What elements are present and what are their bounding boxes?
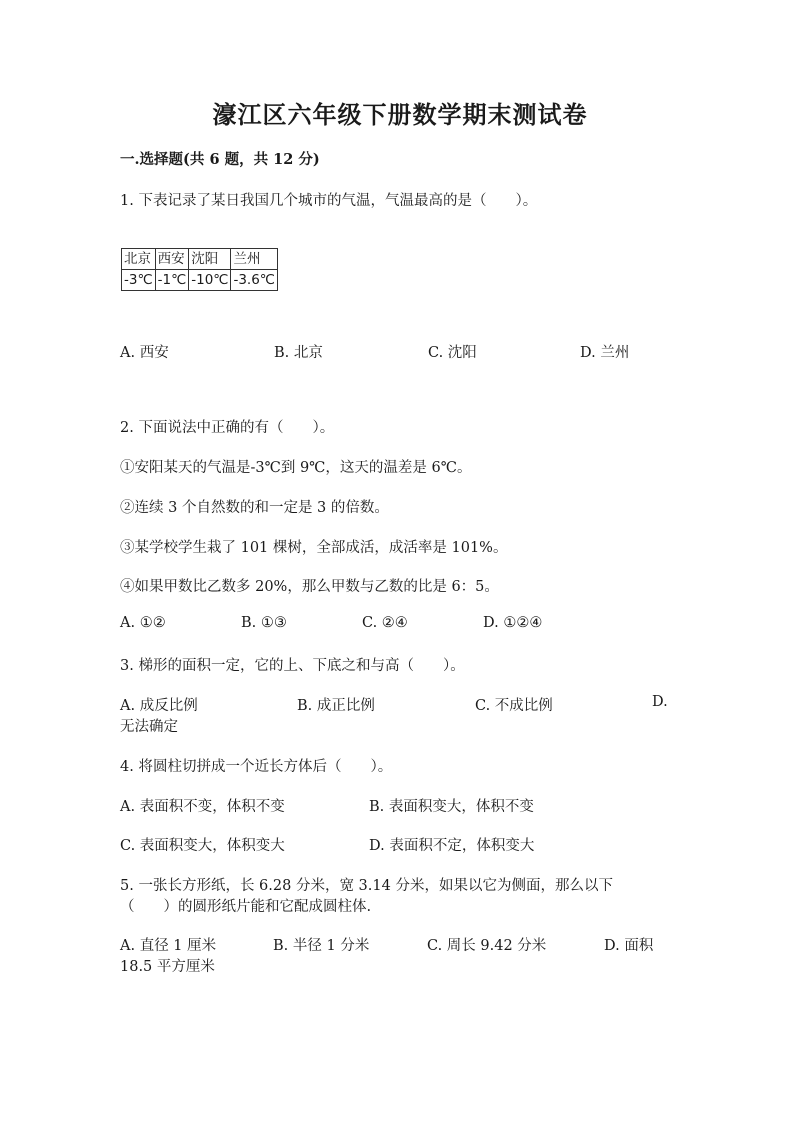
option-a[interactable]: A. 表面积不变，体积不变 — [120, 799, 285, 815]
statement-1: ①安阳某天的气温是-3℃到 9℃，这天的温差是 6℃。 — [120, 460, 472, 476]
question-2-stem: 2. 下面说法中正确的有（ ）。 — [120, 420, 335, 436]
option-b[interactable]: B. ①③ — [241, 615, 287, 631]
section-heading: 一.选择题(共 6 题，共 12 分) — [120, 151, 320, 168]
option-c[interactable]: C. 沈阳 — [428, 345, 477, 361]
option-c[interactable]: C. 表面积变大，体积变大 — [120, 838, 285, 854]
option-d-text[interactable]: 无法确定 — [120, 719, 178, 735]
statement-4: ④如果甲数比乙数多 20%，那么甲数与乙数的比是 6：5。 — [120, 579, 499, 595]
question-5-stem: 5. 一张长方形纸，长 6.28 分米，宽 3.14 分米，如果以它为侧面，那么以下 — [120, 878, 613, 894]
table-row — [122, 270, 278, 291]
option-b[interactable]: B. 北京 — [274, 345, 323, 361]
option-d[interactable]: D. — [652, 694, 668, 710]
statement-3: ③某学校学生栽了 101 棵树，全部成活，成活率是 101%。 — [120, 540, 508, 556]
option-b[interactable]: B. 成正比例 — [297, 698, 375, 714]
option-b[interactable]: B. 表面积变大，体积不变 — [369, 799, 534, 815]
table-cell: -3.6℃ — [231, 270, 278, 291]
option-a[interactable]: A. 直径 1 厘米 — [120, 938, 217, 954]
option-a[interactable]: A. 成反比例 — [120, 698, 198, 714]
question-1-stem: 1. 下表记录了某日我国几个城市的气温，气温最高的是（ ）。 — [120, 193, 538, 209]
table-cell: 西安 — [155, 249, 189, 270]
option-d[interactable]: D. 表面积不定，体积变大 — [369, 838, 535, 854]
option-a[interactable]: A. ①② — [120, 615, 166, 631]
option-c[interactable]: C. 不成比例 — [475, 698, 553, 714]
option-b[interactable]: B. 半径 1 分米 — [273, 938, 370, 954]
option-d[interactable]: D. ①②④ — [483, 615, 543, 631]
option-d-text[interactable]: 18.5 平方厘米 — [120, 959, 215, 975]
question-3-stem: 3. 梯形的面积一定，它的上、下底之和与高（ ）。 — [120, 658, 465, 674]
table-cell: -3℃ — [122, 270, 156, 291]
page-title: 濠江区六年级下册数学期末测试卷 — [212, 100, 588, 129]
option-a[interactable]: A. 西安 — [120, 345, 169, 361]
table-cell: -1℃ — [155, 270, 189, 291]
question-5-stem-cont: （ ）的圆形纸片能和它配成圆柱体. — [120, 899, 372, 915]
table-cell: 沈阳 — [189, 249, 231, 270]
table-cell: 兰州 — [231, 249, 278, 270]
table-cell: -10℃ — [189, 270, 231, 291]
statement-2: ②连续 3 个自然数的和一定是 3 的倍数。 — [120, 500, 389, 516]
temperature-table — [121, 248, 278, 291]
question-4-stem: 4. 将圆柱切拼成一个近长方体后（ ）。 — [120, 759, 393, 775]
table-row — [122, 249, 278, 270]
table-cell: 北京 — [122, 249, 156, 270]
option-c[interactable]: C. 周长 9.42 分米 — [427, 938, 547, 954]
option-d[interactable]: D. 兰州 — [580, 345, 630, 361]
option-c[interactable]: C. ②④ — [362, 615, 408, 631]
option-d[interactable]: D. 面积 — [604, 938, 654, 954]
